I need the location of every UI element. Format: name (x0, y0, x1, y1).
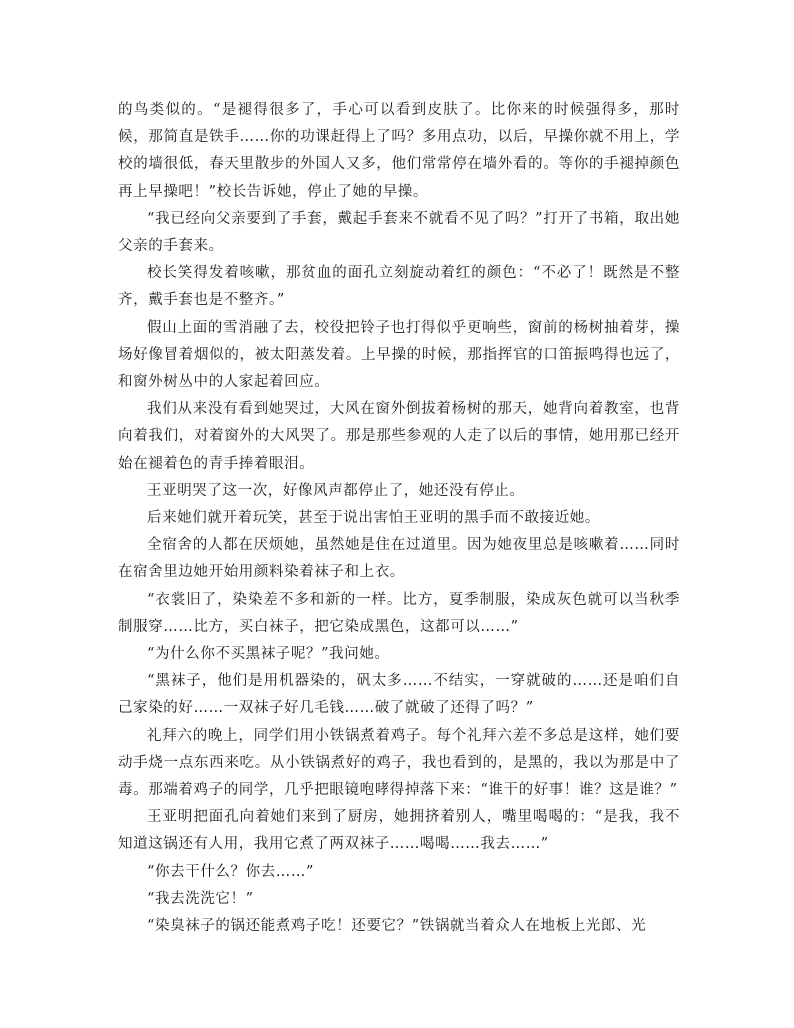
paragraph-7: 后来她们就开着玩笑，甚至于说出害怕王亚明的黑手而不敢接近她。 (147, 510, 600, 527)
paragraph-14: “你去干什么？你去……” (147, 863, 315, 880)
paragraph-4: 假山上面的雪消融了去，校役把铃子也打得似乎更响些，窗前的杨树抽着芽，操场好像冒着烟似的，被太阳蒸发着。上早操的时候，那指挥官的口笛振鸣得也远了，和窗外树丛中的人家起着回应。 (118, 319, 680, 391)
paragraph-2: “我已经向父亲要到了手套，戴起手套来不就看不见了吗？”打开了书箱，取出她父亲的手套来。 (118, 210, 680, 255)
paragraph-5: 我们从来没有看到她哭过，大风在窗外倒拔着杨树的那天，她背向着教室，也背向着我们，对着窗外的大风哭了。那是那些参观的人走了以后的事情，她用那已经开始在褪着色的青手捧着眼泪。 (118, 401, 680, 472)
paragraph-11: “黑袜子，他们是用机器染的，矾太多……不结实，一穿就破的……还是咱们自己家染的好……一双袜子好几毛钱……破了就破了还得了吗？” (118, 673, 680, 717)
paragraph-13: 王亚明把面孔向着她们来到了厨房，她拥挤着别人，嘴里喝喝的：“是我，我不知道这锅还有人用，我用它煮了两双袜子……喝喝……我去……” (118, 809, 680, 853)
paragraph-1: 的鸟类似的。“是褪得很多了，手心可以看到皮肤了。比你来的时候强得多，那时候，那简直是铁手……你的功课赶得上了吗？多用点功，以后，早操你就不用上，学校的墙很低，春天里散步的外国人又多，他们常常停在墙外看的。等你的手褪掉颜色再上早操吧！”校长告诉她，停止了她的早操。 (118, 102, 680, 200)
paragraph-15: “我去洗洗它！” (147, 890, 254, 907)
paragraph-8: 全宿舍的人都在厌烦她，虽然她是住在过道里。因为她夜里总是咳嗽着……同时在宿舍里边她开始用颜料染着袜子和上衣。 (118, 537, 680, 581)
paragraph-16: “染臭袜子的锅还能煮鸡子吃！还要它？”铁锅就当着众人在地板上光郎、光 (147, 918, 647, 935)
paragraph-10: “为什么你不买黑袜子呢？”我问她。 (147, 646, 390, 663)
paragraph-3: 校长笑得发着咳嗽，那贫血的面孔立刻旋动着红的颜色：“不必了！既然是不整齐，戴手套也是不整齐。” (118, 265, 680, 309)
paragraph-12: 礼拜六的晚上，同学们用小铁锅煮着鸡子。每个礼拜六差不多总是这样，她们要动手烧一点东西来吃。从小铁锅煮好的鸡子，我也看到的，是黑的，我以为那是中了毒。那端着鸡子的同学，几乎把眼镜咆哮得掉落下来：“谁干的好事！谁？这是谁？” (118, 727, 680, 799)
paragraph-6: 王亚明哭了这一次，好像风声都停止了，她还没有停止。 (147, 482, 525, 499)
paragraph-9: “衣裳旧了，染染差不多和新的一样。比方，夏季制服，染成灰色就可以当秋季制服穿……比方，买白袜子，把它染成黑色，这都可以……” (118, 591, 680, 635)
article-body (118, 97, 680, 940)
